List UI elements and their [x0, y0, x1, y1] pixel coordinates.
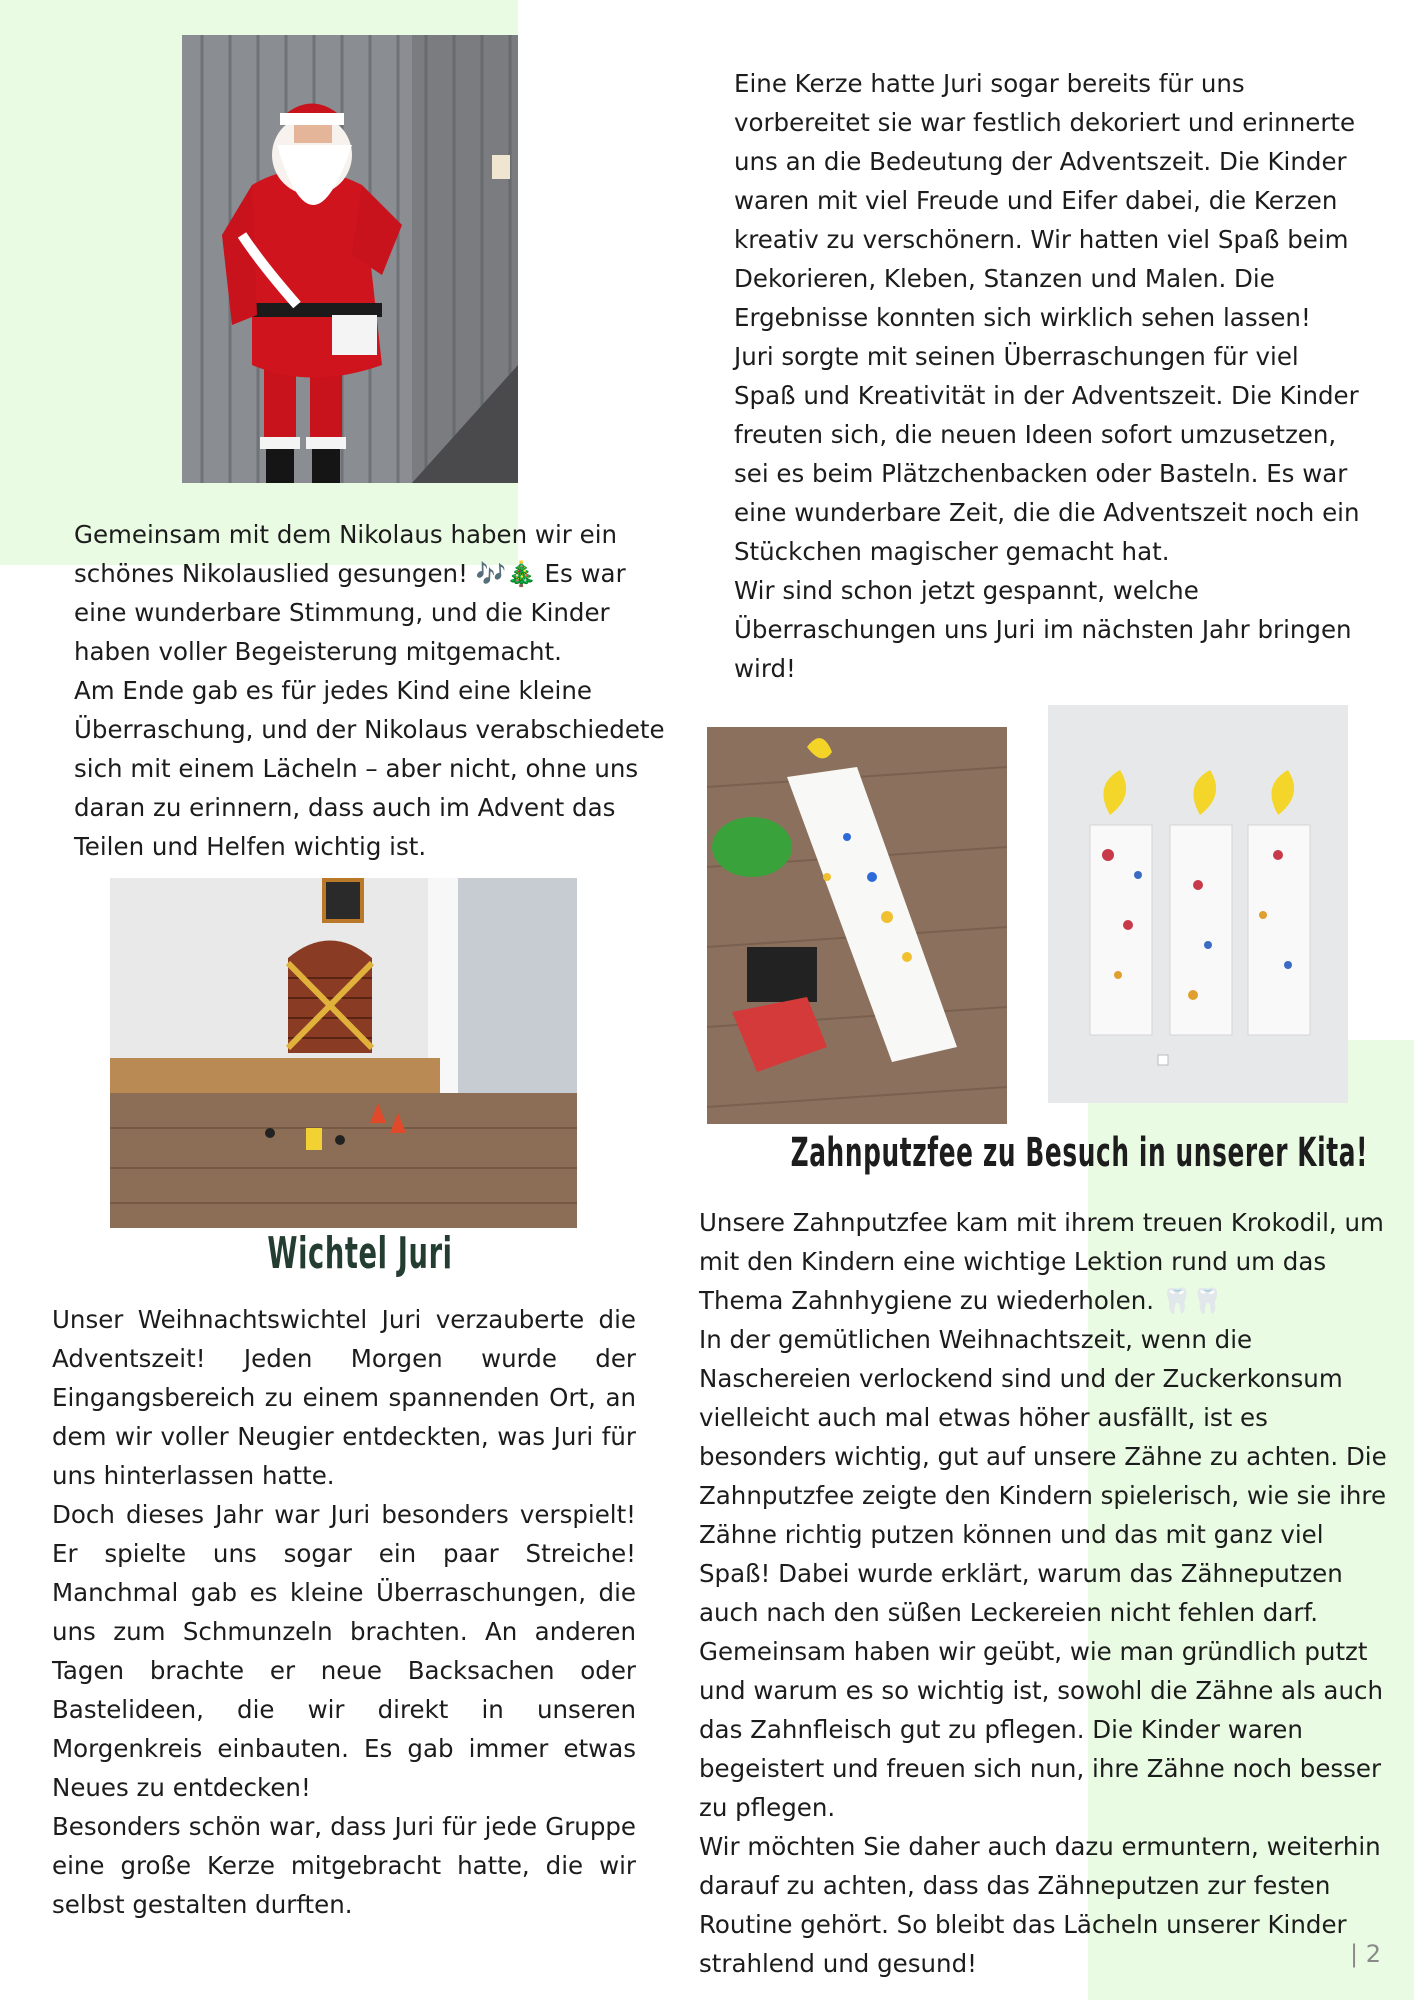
nikolaus-paragraph: Gemeinsam mit dem Nikolaus haben wir ein schönes Nikolauslied gesungen! 🎶🎄 Es war eine wunderbare Stimmung, und die Kinder haben voller Begeisterung mitgemacht.: [74, 520, 626, 666]
wichtel-paragraph: Unser Weihnachtswichtel Juri verzauberte die Adventszeit! Jeden Morgen wurde der Eingangsbereich zu einem spannenden Ort, an dem wir voller Neugier entdeckten, was Juri für uns hinterlassen hatte.: [52, 1305, 636, 1490]
nikolaus-photo: [182, 35, 518, 483]
nikolaus-text: [74, 515, 674, 866]
zahnputzfee-heading: Zahnputzfee zu Besuch in unserer Kita!: [790, 1130, 1369, 1176]
nikolaus-paragraph: Am Ende gab es für jedes Kind eine kleine Überraschung, und der Nikolaus verabschiedete sich mit einem Lächeln – aber nicht, ohne uns daran zu erinnern, dass auch im Advent das Teilen und Helfen wichtig ist.: [74, 676, 665, 861]
wichtel-paragraph: Besonders schön war, dass Juri für jede Gruppe eine große Kerze mitgebracht hatte, die wir selbst gestalten durften.: [52, 1812, 636, 1919]
zahnputzfee-paragraph: In der gemütlichen Weihnachtszeit, wenn die Naschereien verlockend sind und der Zuckerkonsum vielleicht auch mal etwas höher ausfällt, ist es besonders wichtig, gut auf unsere Zähne zu achten. Die Zahnputzfee zeigte den Kindern spielerisch, wie sie ihre Zähne richtig putzen können und das mit ganz viel Spaß! Dabei wurde erklärt, warum das Zähneputzen auch nach den süßen Leckereien nicht fehlen darf.: [699, 1325, 1387, 1627]
candle-crafting-photo: [707, 727, 1007, 1124]
kerze-paragraph: Eine Kerze hatte Juri sogar bereits für uns vorbereitet sie war festlich dekoriert und erinnerte uns an die Bedeutung der Adventszeit. Die Kinder waren mit viel Freude und Eifer dabei, die Kerzen kreativ zu verschönern. Wir hatten viel Spaß beim Dekorieren, Kleben, Stanzen und Malen. Die Ergebnisse konnten sich wirklich sehen lassen!: [734, 69, 1356, 332]
wichtel-paragraph: Doch dieses Jahr war Juri besonders verspielt! Er spielte uns sogar ein paar Streiche! Manchmal gab es kleine Überraschungen, die uns zum Schmunzeln brachten. An anderen Tagen brachte er neue Backsachen oder Bastelideen, die wir direkt in unseren Morgenkreis einbauten. Es gab immer etwas Neues zu entdecken!: [52, 1500, 636, 1802]
wichtel-door-photo: [110, 878, 577, 1228]
zahnputzfee-paragraph: Wir möchten Sie daher auch dazu ermuntern, weiterhin darauf zu achten, dass das Zähneputzen zur festen Routine gehört. So bleibt das Lächeln unserer Kinder strahlend und gesund!: [699, 1832, 1381, 1978]
zahnputzfee-paragraph: Unsere Zahnputzfee kam mit ihrem treuen Krokodil, um mit den Kindern eine wichtige Lektion rund um das Thema Zahnhygiene zu wiederholen. 🦷🦷: [699, 1208, 1384, 1315]
kerze-paragraph: Juri sorgte mit seinen Überraschungen für viel Spaß und Kreativität in der Adventszeit. Die Kinder freuten sich, die neuen Ideen sofort umzusetzen, sei es beim Plätzchenbacken oder Basteln. Es war eine wunderbare Zeit, die die Adventszeit noch ein Stückchen magischer gemacht hat.: [734, 342, 1360, 566]
wichtel-heading: Wichtel Juri: [267, 1228, 453, 1279]
kerze-text: [734, 64, 1366, 688]
page-number: | 2: [1350, 1940, 1381, 1968]
candles-wall-photo: [1048, 705, 1348, 1103]
zahnputzfee-paragraph: Gemeinsam haben wir geübt, wie man gründlich putzt und warum es so wichtig ist, sowohl die Zähne als auch das Zahnfleisch gut zu pflegen. Die Kinder waren begeistert und freuen sich nun, ihre Zähne noch besser zu pflegen.: [699, 1637, 1383, 1822]
kerze-paragraph: Wir sind schon jetzt gespannt, welche Überraschungen uns Juri im nächsten Jahr bringen wird!: [734, 576, 1352, 683]
zahnputzfee-text: [699, 1203, 1389, 1983]
wichtel-text: [52, 1300, 636, 1924]
